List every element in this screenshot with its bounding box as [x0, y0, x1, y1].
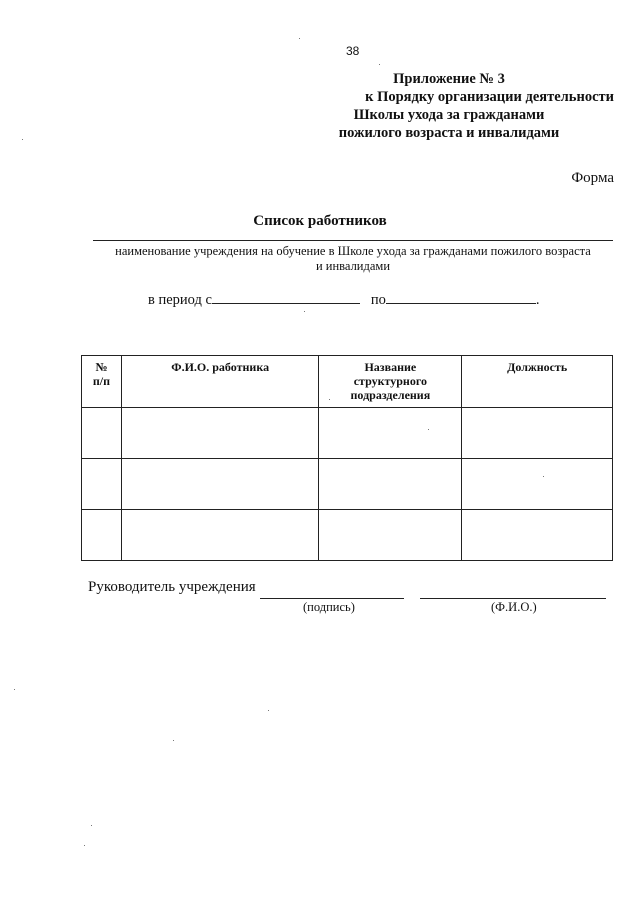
table-cell[interactable]	[121, 408, 318, 459]
table-cell[interactable]	[462, 459, 613, 510]
table-cell[interactable]	[121, 459, 318, 510]
institution-name-line[interactable]	[93, 240, 613, 241]
scan-speck	[543, 476, 544, 477]
table-row	[82, 459, 613, 510]
period-to-field[interactable]	[386, 289, 536, 304]
header-number: № п/п	[82, 356, 122, 408]
scan-speck	[84, 845, 85, 846]
scan-speck	[268, 710, 269, 711]
table-row	[82, 408, 613, 459]
scan-speck	[329, 399, 330, 400]
scan-speck	[299, 38, 300, 39]
table-cell[interactable]	[82, 510, 122, 561]
form-label: Форма	[571, 170, 614, 186]
appendix-audience-line: пожилого возраста и инвалидами	[338, 125, 560, 141]
appendix-ref-line: к Порядку организации деятельности	[365, 89, 614, 105]
signature-caption: (подпись)	[303, 600, 355, 614]
appendix-number: Приложение № 3	[393, 71, 505, 87]
table-row	[82, 510, 613, 561]
table-cell[interactable]	[121, 510, 318, 561]
page-number: 38	[346, 44, 360, 58]
scan-speck	[14, 689, 15, 690]
period-from-label: в период с	[148, 292, 212, 308]
table-header-row	[82, 356, 613, 408]
table-cell[interactable]	[462, 510, 613, 561]
signature-field[interactable]	[260, 598, 404, 599]
signature-label: Руководитель учреждения	[88, 579, 256, 595]
signature-name-field[interactable]	[420, 598, 606, 599]
period-line	[148, 289, 539, 309]
table-cell[interactable]	[82, 459, 122, 510]
scan-speck	[22, 139, 23, 140]
table-cell[interactable]	[82, 408, 122, 459]
institution-caption-line-2: и инвалидами	[315, 259, 391, 273]
workers-table	[81, 355, 613, 561]
table-cell[interactable]	[319, 408, 462, 459]
header-position: Должность	[462, 356, 613, 408]
name-caption: (Ф.И.О.)	[491, 600, 537, 614]
institution-caption-line-1: наименование учреждения на обучение в Школе ухода за гражданами пожилого возраста	[115, 244, 591, 258]
period-from-field[interactable]	[212, 289, 360, 304]
header-department: Название структурного подразделения	[319, 356, 462, 408]
table-cell[interactable]	[319, 459, 462, 510]
table-cell[interactable]	[319, 510, 462, 561]
appendix-school-line: Школы ухода за гражданами	[353, 107, 545, 123]
period-end-mark: .	[535, 292, 540, 308]
scan-speck	[428, 429, 429, 430]
scan-speck	[173, 740, 174, 741]
scan-speck	[304, 311, 305, 312]
table-cell[interactable]	[462, 408, 613, 459]
scan-speck	[379, 64, 380, 65]
period-to-label: по	[370, 292, 386, 308]
header-full-name: Ф.И.О. работника	[121, 356, 318, 408]
document-title: Список работников	[253, 213, 387, 229]
appendix-header	[284, 70, 614, 142]
scan-speck	[91, 825, 92, 826]
institution-caption	[93, 244, 613, 274]
